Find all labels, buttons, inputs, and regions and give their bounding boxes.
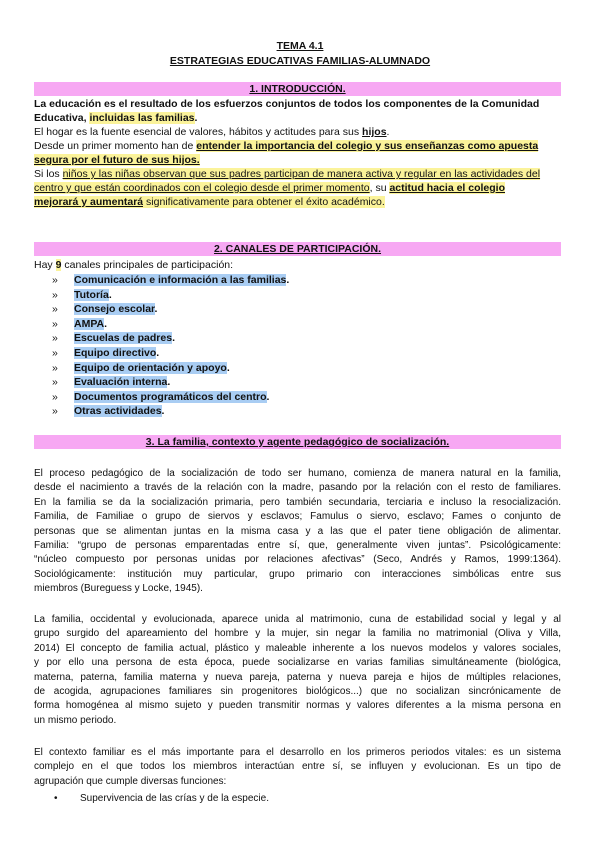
chevron-bullet-icon: »: [52, 332, 58, 345]
document-tema: TEMA 4.1: [276, 40, 324, 52]
funcion-item: [54, 792, 269, 806]
intro-line-3: El hogar es la fuente esencial de valores, hábitos y actitudes para sus hijos.: [34, 126, 390, 138]
canal-item: » Tutoría.: [52, 288, 112, 301]
socializacion-line: personas que se alimentan juntas en la misma casa y a las que el pater tiene obligación de alimentar.: [34, 525, 561, 537]
section2-heading: 2. CANALES DE PARTICIPACIÓN.: [213, 243, 382, 255]
canal-label: Tutoría: [74, 288, 109, 301]
socializacion-line: desde el nacimiento a través de la relación con la madre, pasando por la relación con el resto de familiares.: [34, 482, 561, 494]
canal-item: » Evaluación interna.: [52, 376, 171, 389]
familia-occidental-line: La familia, occidental y evolucionada, aparece unida al matrimonio, cuna de estabilidad social y legal y al: [34, 614, 561, 625]
canal-label: Documentos programáticos del centro: [74, 390, 267, 403]
socializacion-line: Sociológicamente: institución muy particular, grupo primario con interacciones simbólicas entre sus: [34, 568, 561, 580]
familia-occidental-line: forma homogénea al mismo sujeto y pueden transmitir normas y valores diferentes a la misma persona en: [34, 700, 561, 712]
intro-line-5: segura por el futuro de sus hijos.: [34, 154, 200, 166]
socializacion-line: En la familia se da la socialización primaria, pero también secundaria, terciaria e incluso la resocialización.: [34, 496, 561, 508]
intro-hijos: hijos: [362, 126, 387, 138]
chevron-bullet-icon: »: [52, 390, 58, 403]
familia-occidental-line: un mismo periodo.: [34, 714, 117, 726]
familia-occidental-line: materna, paterna, familia materna y nueva pareja, paterna y nueva pareja e hijos de múltiples relaciones,: [34, 671, 561, 683]
funcion-label: Supervivencia de las crías y de la especie.: [80, 793, 269, 804]
contexto-familiar-line: agrupación que cumple diversas funciones:: [34, 775, 227, 787]
chevron-bullet-icon: »: [52, 303, 58, 316]
socializacion-line: El proceso pedagógico de la socialización de todo ser humano, comienza de manera natural en la familia,: [34, 468, 561, 479]
intro-highlight-ninos: niños y las niñas observan que sus padres participan de manera activa y regular en las actividades del: [62, 168, 541, 180]
socializacion-line: miembros (Bureguess y Locke, 1945).: [34, 583, 203, 595]
chevron-bullet-icon: »: [52, 288, 58, 301]
section3-heading: 3. La familia, contexto y agente pedagógico de socialización.: [145, 436, 450, 448]
contexto-familiar-line: El contexto familiar es el más importante para el desarrollo en los primeros periodos vitales: es un sistema: [34, 747, 561, 758]
familia-occidental-line: de acogida, agrupaciones familiares sin progenitores biológicos...) que no socializan sincrónicamente de: [34, 686, 561, 697]
intro-line-2: Educativa, incluidas las familias.: [34, 112, 198, 124]
chevron-bullet-icon: »: [52, 317, 58, 330]
intro-line-8: mejorará y aumentará significativamente para obtener el éxito académico.: [34, 196, 385, 208]
canal-item: » Escuelas de padres.: [52, 332, 175, 345]
intro-line-7: centro y que están coordinados con el colegio desde el primer momento, su actitud hacia el colegio: [34, 182, 505, 194]
canal-item: » AMPA.: [52, 317, 108, 330]
document-subtitle: ESTRATEGIAS EDUCATIVAS FAMILIAS-ALUMNADO: [169, 55, 431, 67]
canal-label: Escuelas de padres: [74, 332, 173, 345]
intro-line-1: La educación es el resultado de los esfuerzos conjuntos de todos los componentes de la Comunidad: [34, 98, 540, 110]
intro-highlight-actitud: actitud hacia el colegio: [389, 182, 505, 194]
canal-label: Equipo de orientación y apoyo: [74, 361, 227, 374]
intro-highlight-entender: entender la importancia del colegio y sus enseñanzas como apuesta: [196, 140, 539, 152]
chevron-bullet-icon: »: [52, 405, 58, 418]
chevron-bullet-icon: »: [52, 274, 58, 286]
intro-highlight-familias: incluidas las familias: [89, 112, 195, 124]
section1-heading: 1. INTRODUCCIÓN.: [249, 83, 346, 95]
chevron-bullet-icon: »: [52, 347, 58, 359]
canal-item: » Comunicación e información a las familias.: [52, 274, 290, 286]
canales-intro: Hay 9 canales principales de participación:: [34, 259, 234, 271]
chevron-bullet-icon: »: [52, 376, 58, 389]
canal-label: Consejo escolar: [74, 303, 155, 316]
canal-label: Equipo directivo: [74, 347, 157, 359]
canal-label: Comunicación e información a las familias: [74, 274, 287, 286]
familia-occidental-line: 2014) El concepto de familia actual, plástico y maleable inherente a los nuevos modelos y valores sociales,: [34, 642, 561, 654]
canal-label: Otras actividades: [74, 405, 162, 418]
socializacion-line: Familia: “grupo de personas emparentadas entre sí, que, generalmente viven juntas”. Psicológicamente:: [34, 540, 561, 551]
familia-occidental-line: grupo surgido del apareamiento del hombre y la mujer, sin negar la familia no matrimonial (Oliva y Villa,: [34, 628, 561, 640]
canal-label: AMPA: [74, 317, 105, 330]
chevron-bullet-icon: »: [52, 361, 58, 374]
intro-line-6: Si los niños y las niñas observan que sus padres participan de manera activa y regular en las actividades del: [34, 168, 541, 180]
canal-item: » Equipo directivo.: [52, 347, 160, 359]
contexto-familiar-line: complejo en el que todos los miembros interactúan entre sí, se influyen y evolucionan. Es un tipo de: [34, 761, 561, 773]
canal-item: » Otras actividades.: [52, 405, 165, 418]
socializacion-line: Familia, de Familiae o grupo de siervos y esclavos; Famulus o siervo, esclavo; Fames o conjunto de: [34, 511, 561, 523]
canal-item: » Consejo escolar.: [52, 303, 158, 316]
intro-line-4: Desde un primer momento han de entender la importancia del colegio y sus enseñanzas como apuesta: [34, 140, 539, 152]
canales-count: 9: [55, 259, 62, 271]
socializacion-line: “núcleo compuesto por personas unidas por relaciones afectivas” (Seco, Andrés y Ramos, 1999:1364).: [34, 554, 561, 566]
familia-occidental-line: y por ello una persona de esta época, puede socializarse en varias familias simultáneamente (biológica,: [34, 657, 561, 669]
bullet-dot-icon: •: [54, 793, 58, 804]
canal-item: » Documentos programáticos del centro.: [52, 390, 270, 403]
canal-label: Evaluación interna: [74, 376, 168, 389]
canal-item: » Equipo de orientación y apoyo.: [52, 361, 230, 374]
